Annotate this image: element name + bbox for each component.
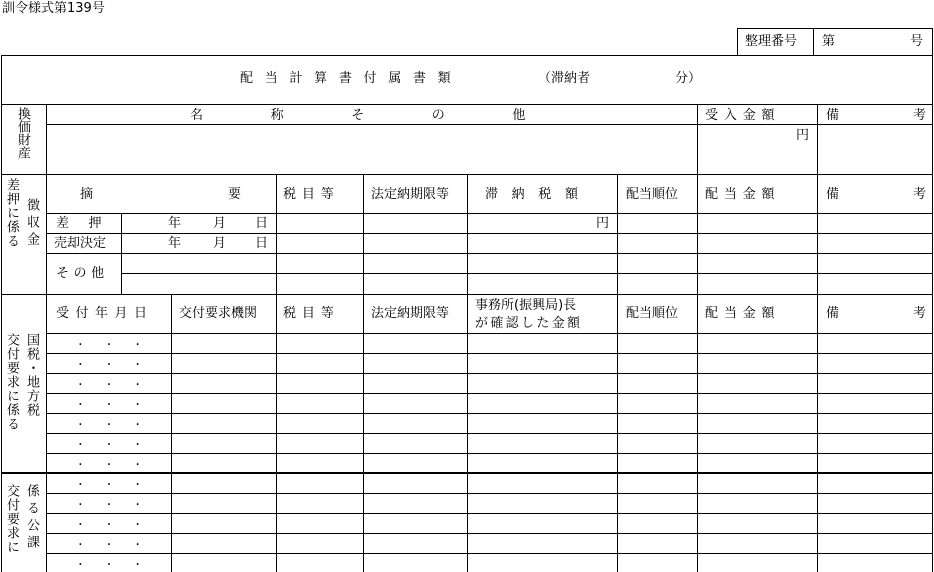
form-label: 訓令様式第139号 — [2, 0, 105, 16]
grid-line — [46, 174, 47, 294]
sec3-date-row — [48, 376, 170, 391]
sec3-col-tax: 税目等 — [283, 305, 340, 321]
grid-line — [46, 353, 933, 354]
sec3-date-row — [48, 396, 170, 411]
grid-line — [697, 294, 698, 572]
grid-line — [46, 553, 933, 554]
sec3-date-row — [48, 416, 170, 431]
date-dot: ・ — [103, 380, 114, 391]
sec2-day-1: 日 — [255, 215, 269, 231]
date-dot: ・ — [103, 360, 114, 371]
grid-line — [46, 493, 933, 494]
grid-line — [46, 294, 47, 572]
grid-line — [46, 433, 933, 434]
date-dot: ・ — [75, 500, 86, 511]
title-bun: 分） — [675, 70, 702, 86]
sec1-side-label: 換価財産 — [15, 107, 30, 159]
sec2-row-baikyaku: 売却決定 — [54, 235, 107, 251]
grid-line — [46, 373, 933, 374]
sec2-row-sonota: その他 — [56, 265, 109, 281]
sec1-col-name: 名称その他 — [190, 107, 594, 123]
date-dot: ・ — [132, 520, 143, 531]
sec2-col-remarks2: 考 — [913, 186, 927, 202]
date-dot: ・ — [132, 340, 143, 351]
sec2-row-sashiosae: 差押 — [56, 215, 122, 231]
title-paren: （滞納者 — [538, 70, 591, 86]
sec4-side-a: 交付要求に — [4, 484, 19, 554]
sec2-col-due: 法定納期限等 — [371, 186, 450, 202]
form-title: 配当計算書付属書類 — [240, 70, 463, 86]
sec2-side-b: 徴収金 — [24, 198, 39, 249]
sec3-col-confirm-1: 事務所(振興局)長 — [475, 297, 577, 313]
sec3-col-date: 受付年月日 — [56, 305, 154, 321]
sec3-date-row — [48, 456, 170, 471]
date-dot: ・ — [75, 520, 86, 531]
sec3-col-agency: 交付要求機関 — [179, 305, 258, 321]
grid-line — [617, 174, 618, 294]
grid-line — [817, 104, 818, 174]
date-dot: ・ — [132, 400, 143, 411]
sec3-col-confirm-2: が確認した金額 — [475, 315, 583, 331]
sec3-date-row — [48, 436, 170, 451]
grid-line — [1, 104, 933, 105]
date-dot: ・ — [103, 520, 114, 531]
date-dot: ・ — [132, 500, 143, 511]
grid-line — [46, 393, 933, 394]
date-dot: ・ — [75, 340, 86, 351]
date-dot: ・ — [75, 400, 86, 411]
sec2-col-tax: 税目等 — [283, 186, 340, 202]
sec2-col-item: 摘 — [80, 186, 94, 202]
date-dot: ・ — [132, 360, 143, 371]
date-dot: ・ — [75, 480, 86, 491]
sec2-month-2: 月 — [213, 235, 227, 251]
grid-line — [46, 104, 47, 174]
sec2-col-rank: 配当順位 — [626, 186, 679, 202]
date-dot: ・ — [103, 500, 114, 511]
grid-line — [276, 174, 277, 294]
date-dot: ・ — [132, 460, 143, 471]
sec4-date-row — [48, 476, 170, 491]
grid-line — [817, 294, 818, 572]
date-dot: ・ — [75, 420, 86, 431]
sec2-col-item2: 要 — [228, 186, 242, 202]
sec2-year-1: 年 — [168, 215, 182, 231]
grid-line — [817, 174, 818, 294]
sec4-date-row — [48, 516, 170, 531]
grid-line — [363, 294, 364, 572]
grid-line — [697, 174, 698, 294]
date-dot: ・ — [103, 400, 114, 411]
date-dot: ・ — [75, 380, 86, 391]
date-dot: ・ — [75, 440, 86, 451]
date-dot: ・ — [103, 340, 114, 351]
grid-line — [932, 28, 933, 55]
date-dot: ・ — [132, 380, 143, 391]
sec1-col-remarks: 備 — [826, 107, 840, 123]
sec3-date-row — [48, 356, 170, 371]
date-dot: ・ — [103, 540, 114, 551]
sec2-day-2: 日 — [255, 235, 269, 251]
grid-line — [46, 333, 933, 334]
date-dot: ・ — [103, 440, 114, 451]
date-dot: ・ — [132, 560, 143, 571]
sec2-col-arrears: 滞納税額 — [485, 186, 592, 202]
grid-line — [46, 213, 933, 214]
sec1-col-remarks2: 考 — [913, 107, 927, 123]
grid-line — [46, 513, 933, 514]
grid-line — [932, 55, 933, 572]
sec3-col-remarks: 備 — [826, 305, 840, 321]
grid-line — [737, 28, 933, 29]
grid-line — [467, 294, 468, 572]
ref-number-label: 整理番号 — [745, 33, 798, 49]
date-dot: ・ — [75, 460, 86, 471]
ref-number-go: 号 — [910, 33, 924, 49]
grid-line — [46, 413, 933, 414]
sec1-col-amount: 受入金額 — [705, 107, 781, 123]
date-dot: ・ — [75, 540, 86, 551]
grid-line — [1, 55, 933, 56]
sec2-yen: 円 — [596, 215, 610, 231]
grid-line — [467, 174, 468, 294]
grid-line — [276, 294, 277, 572]
date-dot: ・ — [132, 440, 143, 451]
sec2-col-amount: 配当金額 — [705, 186, 781, 202]
grid-line — [617, 294, 618, 572]
sec4-date-row — [48, 556, 170, 571]
date-dot: ・ — [132, 420, 143, 431]
grid-line — [171, 294, 172, 572]
sec4-date-row — [48, 536, 170, 551]
grid-line — [121, 273, 933, 274]
sec3-side-b: 国税・地方税 — [24, 333, 39, 417]
grid-line — [46, 453, 933, 454]
date-dot: ・ — [132, 480, 143, 491]
date-dot: ・ — [103, 560, 114, 571]
grid-line — [363, 174, 364, 294]
sec2-year-2: 年 — [168, 235, 182, 251]
sec3-col-remarks2: 考 — [913, 305, 927, 321]
date-dot: ・ — [75, 360, 86, 371]
grid-line — [697, 104, 698, 174]
grid-line — [737, 28, 738, 55]
sec4-date-row — [48, 496, 170, 511]
date-dot: ・ — [75, 560, 86, 571]
grid-line — [813, 28, 814, 55]
grid-line — [46, 233, 933, 234]
ref-number-dai: 第 — [822, 33, 836, 49]
sec3-date-row — [48, 336, 170, 351]
date-dot: ・ — [103, 460, 114, 471]
grid-line — [1, 55, 2, 572]
sec4-side-b: 係る公課 — [24, 484, 39, 552]
sec3-col-amount: 配当金額 — [705, 305, 781, 321]
sec2-side-a: 差押に係る — [4, 178, 19, 248]
sec3-col-due: 法定納期限等 — [371, 305, 450, 321]
date-dot: ・ — [103, 480, 114, 491]
grid-line — [121, 213, 122, 294]
grid-line — [46, 124, 933, 125]
date-dot: ・ — [132, 540, 143, 551]
sec3-col-rank: 配当順位 — [626, 305, 679, 321]
date-dot: ・ — [103, 420, 114, 431]
grid-line — [46, 253, 933, 254]
sec1-yen: 円 — [796, 127, 810, 143]
grid-line — [46, 533, 933, 534]
sec3-side-a: 交付要求に係る — [4, 333, 19, 431]
sec2-col-remarks: 備 — [826, 186, 840, 202]
sec2-month-1: 月 — [213, 215, 227, 231]
